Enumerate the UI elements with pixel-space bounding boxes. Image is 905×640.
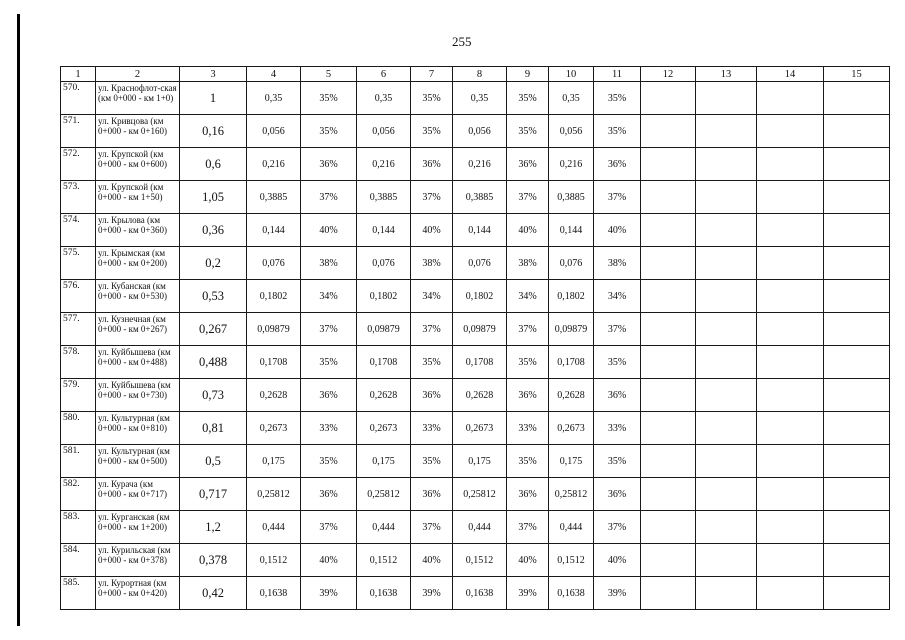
table-row [61, 181, 890, 214]
percent-cell: 34% [507, 280, 549, 313]
percent-cell: 35% [594, 82, 641, 115]
percent-cell: 40% [301, 544, 357, 577]
percent-cell: 33% [301, 412, 357, 445]
value-cell: 0,1638 [247, 577, 301, 610]
empty-cell [824, 511, 890, 544]
street-name: ул. Крупской (км 0+000 - км 1+50) [96, 181, 180, 214]
length-cell: 0,488 [180, 346, 247, 379]
percent-cell: 37% [301, 313, 357, 346]
value-cell: 0,444 [247, 511, 301, 544]
length-cell: 0,717 [180, 478, 247, 511]
value-cell: 0,1802 [357, 280, 411, 313]
percent-cell: 36% [411, 379, 453, 412]
percent-cell: 40% [411, 544, 453, 577]
street-name: ул. Курильская (км 0+000 - км 0+378) [96, 544, 180, 577]
column-header: 10 [549, 67, 594, 82]
value-cell: 0,1638 [357, 577, 411, 610]
value-cell: 0,2673 [549, 412, 594, 445]
percent-cell: 38% [301, 247, 357, 280]
empty-cell [696, 313, 757, 346]
empty-cell [824, 313, 890, 346]
street-name: ул. Культурная (км 0+000 - км 0+810) [96, 412, 180, 445]
empty-cell [824, 445, 890, 478]
value-cell: 0,3885 [549, 181, 594, 214]
column-header: 15 [824, 67, 890, 82]
percent-cell: 35% [301, 346, 357, 379]
percent-cell: 36% [301, 478, 357, 511]
percent-cell: 35% [507, 82, 549, 115]
percent-cell: 39% [594, 577, 641, 610]
percent-cell: 37% [594, 313, 641, 346]
row-number: 576. [61, 280, 96, 313]
percent-cell: 35% [301, 115, 357, 148]
percent-cell: 37% [507, 511, 549, 544]
value-cell: 0,216 [357, 148, 411, 181]
row-number: 585. [61, 577, 96, 610]
empty-cell [696, 214, 757, 247]
empty-cell [696, 478, 757, 511]
percent-cell: 36% [594, 379, 641, 412]
column-header: 8 [453, 67, 507, 82]
percent-cell: 35% [594, 115, 641, 148]
column-header: 12 [641, 67, 696, 82]
percent-cell: 36% [594, 148, 641, 181]
value-cell: 0,175 [357, 445, 411, 478]
street-name: ул. Куйбышева (км 0+000 - км 0+730) [96, 379, 180, 412]
empty-cell [641, 379, 696, 412]
length-cell: 1,2 [180, 511, 247, 544]
column-header: 7 [411, 67, 453, 82]
value-cell: 0,216 [247, 148, 301, 181]
empty-cell [824, 280, 890, 313]
table-row [61, 313, 890, 346]
empty-cell [757, 247, 824, 280]
empty-cell [696, 511, 757, 544]
empty-cell [757, 280, 824, 313]
value-cell: 0,1802 [247, 280, 301, 313]
percent-cell: 39% [301, 577, 357, 610]
percent-cell: 39% [411, 577, 453, 610]
row-number: 584. [61, 544, 96, 577]
value-cell: 0,3885 [453, 181, 507, 214]
empty-cell [824, 115, 890, 148]
empty-cell [757, 478, 824, 511]
percent-cell: 34% [411, 280, 453, 313]
empty-cell [696, 412, 757, 445]
empty-cell [641, 346, 696, 379]
row-number: 570. [61, 82, 96, 115]
value-cell: 0,056 [549, 115, 594, 148]
empty-cell [696, 379, 757, 412]
percent-cell: 35% [411, 346, 453, 379]
empty-cell [641, 412, 696, 445]
row-number: 575. [61, 247, 96, 280]
value-cell: 0,144 [453, 214, 507, 247]
empty-cell [641, 82, 696, 115]
row-number: 579. [61, 379, 96, 412]
length-cell: 0,16 [180, 115, 247, 148]
table-row [61, 214, 890, 247]
table-row [61, 511, 890, 544]
value-cell: 0,1512 [453, 544, 507, 577]
length-cell: 0,36 [180, 214, 247, 247]
empty-cell [757, 214, 824, 247]
percent-cell: 34% [594, 280, 641, 313]
value-cell: 0,2628 [247, 379, 301, 412]
empty-cell [757, 313, 824, 346]
value-cell: 0,35 [549, 82, 594, 115]
column-header: 5 [301, 67, 357, 82]
percent-cell: 35% [507, 115, 549, 148]
value-cell: 0,216 [453, 148, 507, 181]
value-cell: 0,1638 [549, 577, 594, 610]
percent-cell: 37% [507, 181, 549, 214]
value-cell: 0,2628 [357, 379, 411, 412]
value-cell: 0,444 [549, 511, 594, 544]
empty-cell [757, 115, 824, 148]
value-cell: 0,144 [357, 214, 411, 247]
value-cell: 0,09879 [247, 313, 301, 346]
empty-cell [696, 346, 757, 379]
column-header: 11 [594, 67, 641, 82]
percent-cell: 38% [594, 247, 641, 280]
empty-cell [824, 577, 890, 610]
percent-cell: 34% [301, 280, 357, 313]
empty-cell [641, 214, 696, 247]
length-cell: 0,378 [180, 544, 247, 577]
percent-cell: 33% [507, 412, 549, 445]
empty-cell [757, 511, 824, 544]
empty-cell [824, 412, 890, 445]
data-table [60, 66, 890, 610]
street-name: ул. Курортная (км 0+000 - км 0+420) [96, 577, 180, 610]
row-number: 574. [61, 214, 96, 247]
value-cell: 0,2673 [453, 412, 507, 445]
value-cell: 0,1708 [357, 346, 411, 379]
percent-cell: 33% [594, 412, 641, 445]
row-number: 573. [61, 181, 96, 214]
empty-cell [641, 577, 696, 610]
percent-cell: 36% [301, 379, 357, 412]
percent-cell: 35% [301, 82, 357, 115]
value-cell: 0,076 [453, 247, 507, 280]
empty-cell [824, 82, 890, 115]
percent-cell: 33% [411, 412, 453, 445]
value-cell: 0,1708 [247, 346, 301, 379]
empty-cell [641, 115, 696, 148]
length-cell: 0,267 [180, 313, 247, 346]
empty-cell [696, 577, 757, 610]
value-cell: 0,444 [357, 511, 411, 544]
street-name: ул. Курача (км 0+000 - км 0+717) [96, 478, 180, 511]
percent-cell: 35% [594, 445, 641, 478]
street-name: ул. Курганская (км 0+000 - км 1+200) [96, 511, 180, 544]
table-row [61, 247, 890, 280]
street-name: ул. Крымская (км 0+000 - км 0+200) [96, 247, 180, 280]
value-cell: 0,2628 [453, 379, 507, 412]
value-cell: 0,056 [247, 115, 301, 148]
value-cell: 0,2628 [549, 379, 594, 412]
empty-cell [824, 478, 890, 511]
column-header: 2 [96, 67, 180, 82]
value-cell: 0,3885 [247, 181, 301, 214]
value-cell: 0,1512 [549, 544, 594, 577]
column-header: 6 [357, 67, 411, 82]
percent-cell: 37% [507, 313, 549, 346]
value-cell: 0,3885 [357, 181, 411, 214]
empty-cell [641, 544, 696, 577]
empty-cell [824, 544, 890, 577]
empty-cell [757, 412, 824, 445]
percent-cell: 40% [594, 214, 641, 247]
street-name: ул. Крупской (км 0+000 - км 0+600) [96, 148, 180, 181]
length-cell: 0,81 [180, 412, 247, 445]
percent-cell: 36% [507, 148, 549, 181]
empty-cell [641, 247, 696, 280]
value-cell: 0,056 [357, 115, 411, 148]
percent-cell: 37% [411, 511, 453, 544]
empty-cell [757, 82, 824, 115]
value-cell: 0,175 [247, 445, 301, 478]
empty-cell [641, 181, 696, 214]
empty-cell [641, 511, 696, 544]
empty-cell [757, 181, 824, 214]
value-cell: 0,09879 [549, 313, 594, 346]
value-cell: 0,444 [453, 511, 507, 544]
percent-cell: 38% [507, 247, 549, 280]
empty-cell [824, 148, 890, 181]
row-number: 571. [61, 115, 96, 148]
table-row [61, 346, 890, 379]
page-number: 255 [452, 34, 472, 49]
value-cell: 0,175 [549, 445, 594, 478]
percent-cell: 36% [301, 148, 357, 181]
empty-cell [824, 379, 890, 412]
value-cell: 0,144 [549, 214, 594, 247]
column-header: 3 [180, 67, 247, 82]
empty-cell [641, 280, 696, 313]
value-cell: 0,056 [453, 115, 507, 148]
table-row [61, 412, 890, 445]
value-cell: 0,175 [453, 445, 507, 478]
row-number: 580. [61, 412, 96, 445]
value-cell: 0,1802 [453, 280, 507, 313]
empty-cell [757, 379, 824, 412]
street-name: ул. Краснофлот-ская (км 0+000 - км 1+0) [96, 82, 180, 115]
length-cell: 0,73 [180, 379, 247, 412]
percent-cell: 36% [507, 379, 549, 412]
percent-cell: 35% [411, 445, 453, 478]
empty-cell [696, 148, 757, 181]
table-row [61, 115, 890, 148]
value-cell: 0,25812 [247, 478, 301, 511]
column-header: 13 [696, 67, 757, 82]
column-header: 1 [61, 67, 96, 82]
percent-cell: 36% [411, 478, 453, 511]
row-number: 582. [61, 478, 96, 511]
empty-cell [824, 181, 890, 214]
empty-cell [824, 214, 890, 247]
street-name: ул. Кубанская (км 0+000 - км 0+530) [96, 280, 180, 313]
empty-cell [641, 478, 696, 511]
empty-cell [641, 148, 696, 181]
street-name: ул. Куйбышева (км 0+000 - км 0+488) [96, 346, 180, 379]
percent-cell: 36% [594, 478, 641, 511]
value-cell: 0,1802 [549, 280, 594, 313]
percent-cell: 37% [411, 181, 453, 214]
column-header: 9 [507, 67, 549, 82]
percent-cell: 38% [411, 247, 453, 280]
value-cell: 0,35 [453, 82, 507, 115]
percent-cell: 37% [301, 181, 357, 214]
empty-cell [757, 346, 824, 379]
empty-cell [696, 544, 757, 577]
percent-cell: 36% [411, 148, 453, 181]
percent-cell: 37% [301, 511, 357, 544]
value-cell: 0,144 [247, 214, 301, 247]
value-cell: 0,09879 [453, 313, 507, 346]
percent-cell: 36% [507, 478, 549, 511]
empty-cell [757, 577, 824, 610]
street-name: ул. Культурная (км 0+000 - км 0+500) [96, 445, 180, 478]
percent-cell: 40% [507, 214, 549, 247]
percent-cell: 40% [301, 214, 357, 247]
length-cell: 0,53 [180, 280, 247, 313]
table-row [61, 280, 890, 313]
value-cell: 0,35 [247, 82, 301, 115]
length-cell: 1 [180, 82, 247, 115]
value-cell: 0,1638 [453, 577, 507, 610]
length-cell: 0,42 [180, 577, 247, 610]
table-row [61, 445, 890, 478]
row-number: 572. [61, 148, 96, 181]
empty-cell [824, 247, 890, 280]
table-row [61, 82, 890, 115]
table-row [61, 544, 890, 577]
empty-cell [696, 247, 757, 280]
value-cell: 0,35 [357, 82, 411, 115]
empty-cell [696, 115, 757, 148]
empty-cell [757, 544, 824, 577]
header-row [61, 67, 890, 82]
table-row [61, 379, 890, 412]
value-cell: 0,1512 [247, 544, 301, 577]
value-cell: 0,2673 [357, 412, 411, 445]
street-name: ул. Крылова (км 0+000 - км 0+360) [96, 214, 180, 247]
percent-cell: 40% [594, 544, 641, 577]
table-row [61, 478, 890, 511]
value-cell: 0,25812 [357, 478, 411, 511]
percent-cell: 35% [411, 115, 453, 148]
row-number: 583. [61, 511, 96, 544]
empty-cell [696, 445, 757, 478]
row-number: 577. [61, 313, 96, 346]
value-cell: 0,2673 [247, 412, 301, 445]
value-cell: 0,1708 [453, 346, 507, 379]
length-cell: 0,6 [180, 148, 247, 181]
percent-cell: 40% [411, 214, 453, 247]
value-cell: 0,09879 [357, 313, 411, 346]
value-cell: 0,076 [247, 247, 301, 280]
street-name: ул. Кривцова (км 0+000 - км 0+160) [96, 115, 180, 148]
empty-cell [696, 82, 757, 115]
left-margin-bar [17, 14, 20, 626]
percent-cell: 37% [411, 313, 453, 346]
percent-cell: 35% [594, 346, 641, 379]
percent-cell: 37% [594, 181, 641, 214]
value-cell: 0,1512 [357, 544, 411, 577]
street-name: ул. Кузнечная (км 0+000 - км 0+267) [96, 313, 180, 346]
empty-cell [696, 280, 757, 313]
value-cell: 0,076 [549, 247, 594, 280]
value-cell: 0,25812 [549, 478, 594, 511]
value-cell: 0,216 [549, 148, 594, 181]
column-header: 14 [757, 67, 824, 82]
row-number: 578. [61, 346, 96, 379]
percent-cell: 39% [507, 577, 549, 610]
row-number: 581. [61, 445, 96, 478]
percent-cell: 35% [507, 445, 549, 478]
empty-cell [641, 313, 696, 346]
column-header: 4 [247, 67, 301, 82]
length-cell: 0,2 [180, 247, 247, 280]
percent-cell: 37% [594, 511, 641, 544]
value-cell: 0,25812 [453, 478, 507, 511]
length-cell: 0,5 [180, 445, 247, 478]
empty-cell [696, 181, 757, 214]
value-cell: 0,1708 [549, 346, 594, 379]
value-cell: 0,076 [357, 247, 411, 280]
empty-cell [824, 346, 890, 379]
percent-cell: 35% [507, 346, 549, 379]
percent-cell: 40% [507, 544, 549, 577]
table-row [61, 148, 890, 181]
percent-cell: 35% [411, 82, 453, 115]
table-row [61, 577, 890, 610]
empty-cell [757, 445, 824, 478]
empty-cell [641, 445, 696, 478]
percent-cell: 35% [301, 445, 357, 478]
length-cell: 1,05 [180, 181, 247, 214]
empty-cell [757, 148, 824, 181]
